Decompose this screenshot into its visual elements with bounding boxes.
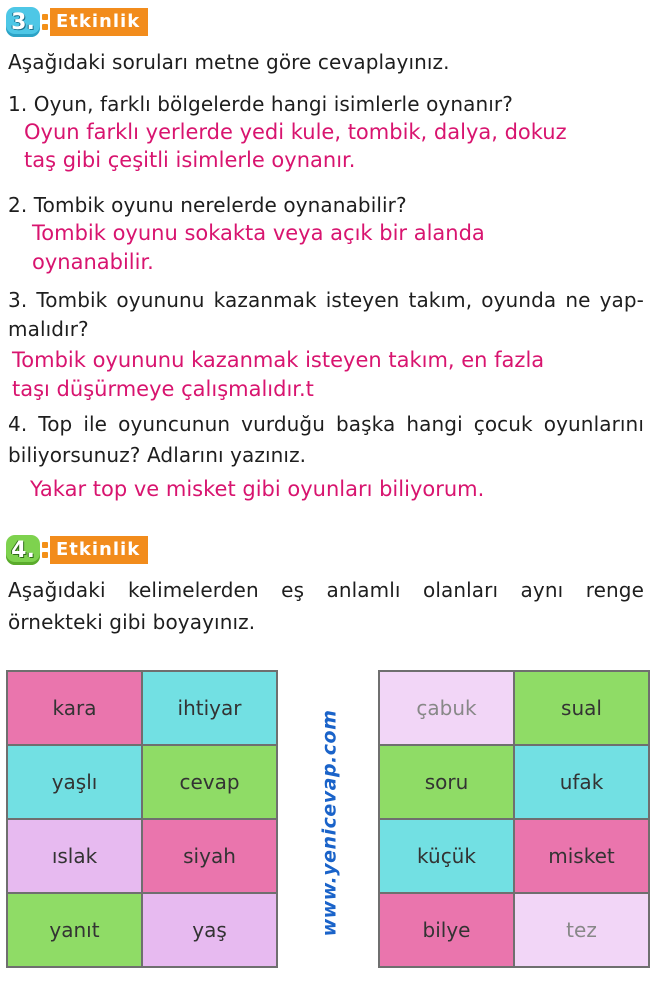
word-cell[interactable]: ihtiyar [143, 672, 276, 744]
question-3-line-2: malıdır? [8, 317, 89, 341]
dots-decoration [42, 14, 48, 30]
question-4-line-1: 4. Top ile oyuncunun vurduğu başka hangi çocuk oyunlarını [8, 412, 644, 436]
activity3-heading [6, 6, 148, 38]
word-cell[interactable]: yaş [143, 894, 276, 966]
word-cell[interactable]: çabuk [380, 672, 513, 744]
activity3-number: 3. [6, 7, 40, 37]
word-cell[interactable]: tez [515, 894, 648, 966]
dots-decoration [42, 542, 48, 558]
word-cell[interactable]: bilye [380, 894, 513, 966]
word-cell[interactable]: ıslak [8, 820, 141, 892]
activity4-heading [6, 534, 148, 566]
word-cell[interactable]: yanıt [8, 894, 141, 966]
activity4-instruction-line-1: Aşağıdaki kelimelerden eş anlamlı olanları aynı renge [8, 578, 644, 602]
right-word-grid [378, 670, 650, 968]
word-cell[interactable]: siyah [143, 820, 276, 892]
answer-3-line-2: taşı düşürmeye çalışmalıdır.t [12, 377, 314, 401]
question-1-line-1: 1. Oyun, farklı bölgelerde hangi isimlerle oynanır? [8, 92, 513, 116]
activity3-instruction: Aşağıdaki soruları metne göre cevaplayınız. [8, 50, 450, 74]
answer-4-line-1: Yakar top ve misket gibi oyunları biliyorum. [30, 477, 485, 501]
answer-1-line-1: Oyun farklı yerlerde yedi kule, tombik, dalya, dokuz [24, 120, 567, 144]
word-cell[interactable]: misket [515, 820, 648, 892]
answer-2-line-1: Tombik oyunu sokakta veya açık bir alanda [32, 221, 485, 245]
activity4-instruction-line-2: örnekteki gibi boyayınız. [8, 610, 256, 634]
answer-2-line-2: oynanabilir. [32, 250, 154, 274]
left-word-grid [6, 670, 278, 968]
word-cell[interactable]: sual [515, 672, 648, 744]
activity4-label: Etkinlik [50, 536, 148, 564]
word-cell[interactable]: ufak [515, 746, 648, 818]
activity3-label: Etkinlik [50, 8, 148, 36]
question-3-line-1: 3. Tombik oyununu kazanmak isteyen takım, oyunda ne yap- [8, 288, 644, 312]
answer-1-line-2: taş gibi çeşitli isimlerle oynanır. [24, 148, 356, 172]
question-2-line-1: 2. Tombik oyunu nerelerde oynanabilir? [8, 193, 407, 217]
question-4-line-2: biliyorsunuz? Adlarını yazınız. [8, 443, 307, 467]
watermark-text: www.yenicevap.com [318, 709, 341, 937]
activity4-number: 4. [6, 535, 40, 565]
word-cell[interactable]: kara [8, 672, 141, 744]
word-cell[interactable]: yaşlı [8, 746, 141, 818]
word-cell[interactable]: soru [380, 746, 513, 818]
watermark [309, 698, 349, 948]
answer-3-line-1: Tombik oyununu kazanmak isteyen takım, en fazla [12, 348, 545, 372]
word-cell[interactable]: cevap [143, 746, 276, 818]
word-cell[interactable]: küçük [380, 820, 513, 892]
